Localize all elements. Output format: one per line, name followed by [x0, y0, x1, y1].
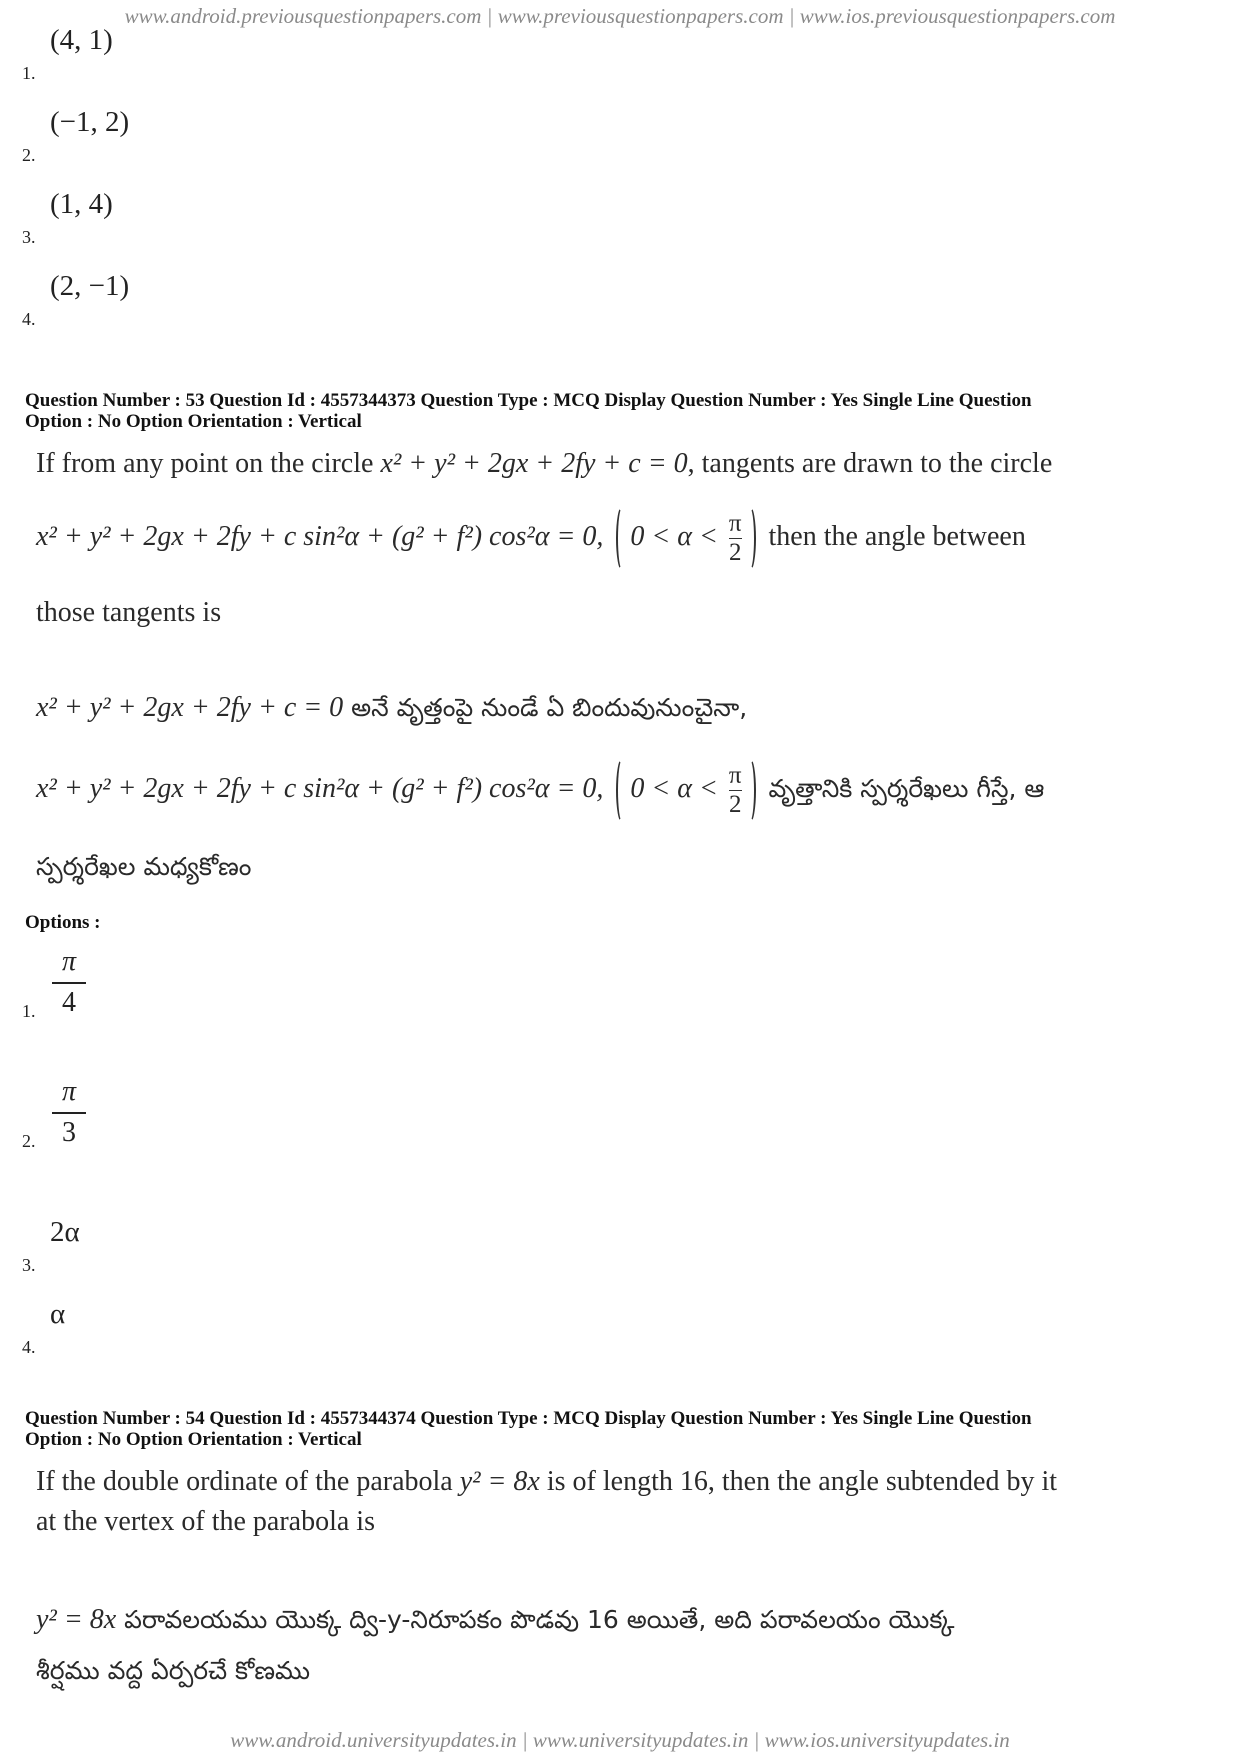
question-meta-line: Question Number : 53 Question Id : 4557344373 Question Type : MCQ Display Question Number : Yes Single Line Question: [25, 390, 1032, 411]
fraction-numerator: π: [61, 946, 77, 977]
options-label: Options :: [25, 912, 101, 933]
text: , tangents are drawn to the circle: [687, 448, 1053, 479]
option-number: 1.: [22, 1001, 36, 1021]
q53-english-line-2: [36, 510, 1026, 567]
q54-english-line-1: [36, 1466, 1057, 1498]
option-number: 4.: [22, 309, 36, 329]
option-number: 3.: [22, 1255, 36, 1275]
equation: y² = 8x: [459, 1466, 540, 1497]
text: If from any point on the circle: [36, 448, 381, 479]
option-number: 1.: [22, 63, 36, 83]
option-value: α: [50, 1298, 66, 1330]
question-meta-line: Option : No Option Orientation : Vertical: [25, 1429, 362, 1450]
range-fraction: [729, 510, 742, 567]
equation: x² + y² + 2gx + 2fy + c sin²α + (g² + f²) cos²α = 0,: [36, 520, 604, 552]
question-meta-line: Option : No Option Orientation : Vertical: [25, 411, 362, 432]
option-number: 2.: [22, 1131, 36, 1151]
fraction-bar: [52, 982, 86, 984]
range-parentheses: [616, 510, 755, 567]
option-number: 2.: [22, 145, 36, 165]
page-footer-watermark: www.android.universityupdates.in | www.universityupdates.in | www.ios.universityupdates.in: [230, 1728, 1010, 1752]
text: then the angle between: [768, 520, 1026, 552]
equation: x² + y² + 2gx + 2fy + c = 0: [36, 692, 344, 723]
equation: x² + y² + 2gx + 2fy + c = 0: [380, 448, 688, 479]
fraction-numerator: π: [728, 510, 742, 537]
option-fraction: [52, 944, 86, 1020]
fraction-numerator: π: [728, 762, 742, 789]
fraction-bar: [52, 1112, 86, 1114]
question-54-meta: [25, 1408, 1225, 1450]
q53-english-line-1: [36, 448, 1052, 480]
equation: y² = 8x: [36, 1604, 117, 1635]
question-53-meta: [25, 390, 1225, 432]
q54-telugu-line-2: శీర్షము వద్ద ఏర్పరచే కోణము: [36, 1656, 311, 1685]
fraction-denominator: 2: [728, 791, 742, 818]
fraction-denominator: 3: [62, 1117, 76, 1148]
option-number: 3.: [22, 227, 36, 247]
fraction-denominator: 2: [728, 539, 742, 566]
range-text: 0 < α <: [630, 772, 718, 804]
telugu-text: పరావలయము యొక్క ద్వి-y-నిరూపకం పొడవు 16 అయితే, అది పరావలయం యొక్క: [116, 1605, 955, 1634]
range-text: 0 < α <: [630, 520, 718, 552]
question-meta-line: Question Number : 54 Question Id : 4557344374 Question Type : MCQ Display Question Number : Yes Single Line Question: [25, 1408, 1032, 1429]
fraction-numerator: π: [61, 1076, 77, 1107]
range-fraction: [729, 762, 742, 819]
q53-telugu-line-3: స్పర్శరేఖల మధ్యకోణం: [36, 852, 252, 881]
text: If the double ordinate of the parabola: [36, 1466, 460, 1497]
option-value: (1, 4): [50, 188, 113, 220]
option-value: (2, −1): [50, 270, 130, 302]
telugu-text: అనే వృత్తంపై నుండే ఏ బిందువునుంచైనా,: [343, 693, 748, 722]
q53-english-line-3: those tangents is: [36, 597, 222, 628]
q54-telugu-line-1: [36, 1604, 955, 1641]
equation: x² + y² + 2gx + 2fy + c sin²α + (g² + f²) cos²α = 0,: [36, 772, 604, 804]
option-value: (4, 1): [50, 24, 113, 56]
text: is of length 16, then the angle subtended by it: [539, 1466, 1057, 1497]
q53-telugu-line-2: [36, 762, 1044, 819]
q53-telugu-line-1: [36, 692, 747, 729]
option-value: 2α: [50, 1216, 80, 1248]
range-parentheses: [616, 762, 755, 819]
option-number: 4.: [22, 1337, 36, 1357]
page-header-watermark: www.android.previousquestionpapers.com | www.previousquestionpapers.com | www.ios.previousquestionpapers.com: [124, 4, 1116, 28]
q54-english-line-2: at the vertex of the parabola is: [36, 1506, 375, 1537]
option-fraction: [52, 1074, 86, 1150]
option-value: (−1, 2): [50, 106, 130, 138]
fraction-denominator: 4: [62, 987, 76, 1018]
telugu-text: వృత్తానికి స్పర్శరేఖలు గీస్తే, ఆ: [768, 773, 1045, 803]
